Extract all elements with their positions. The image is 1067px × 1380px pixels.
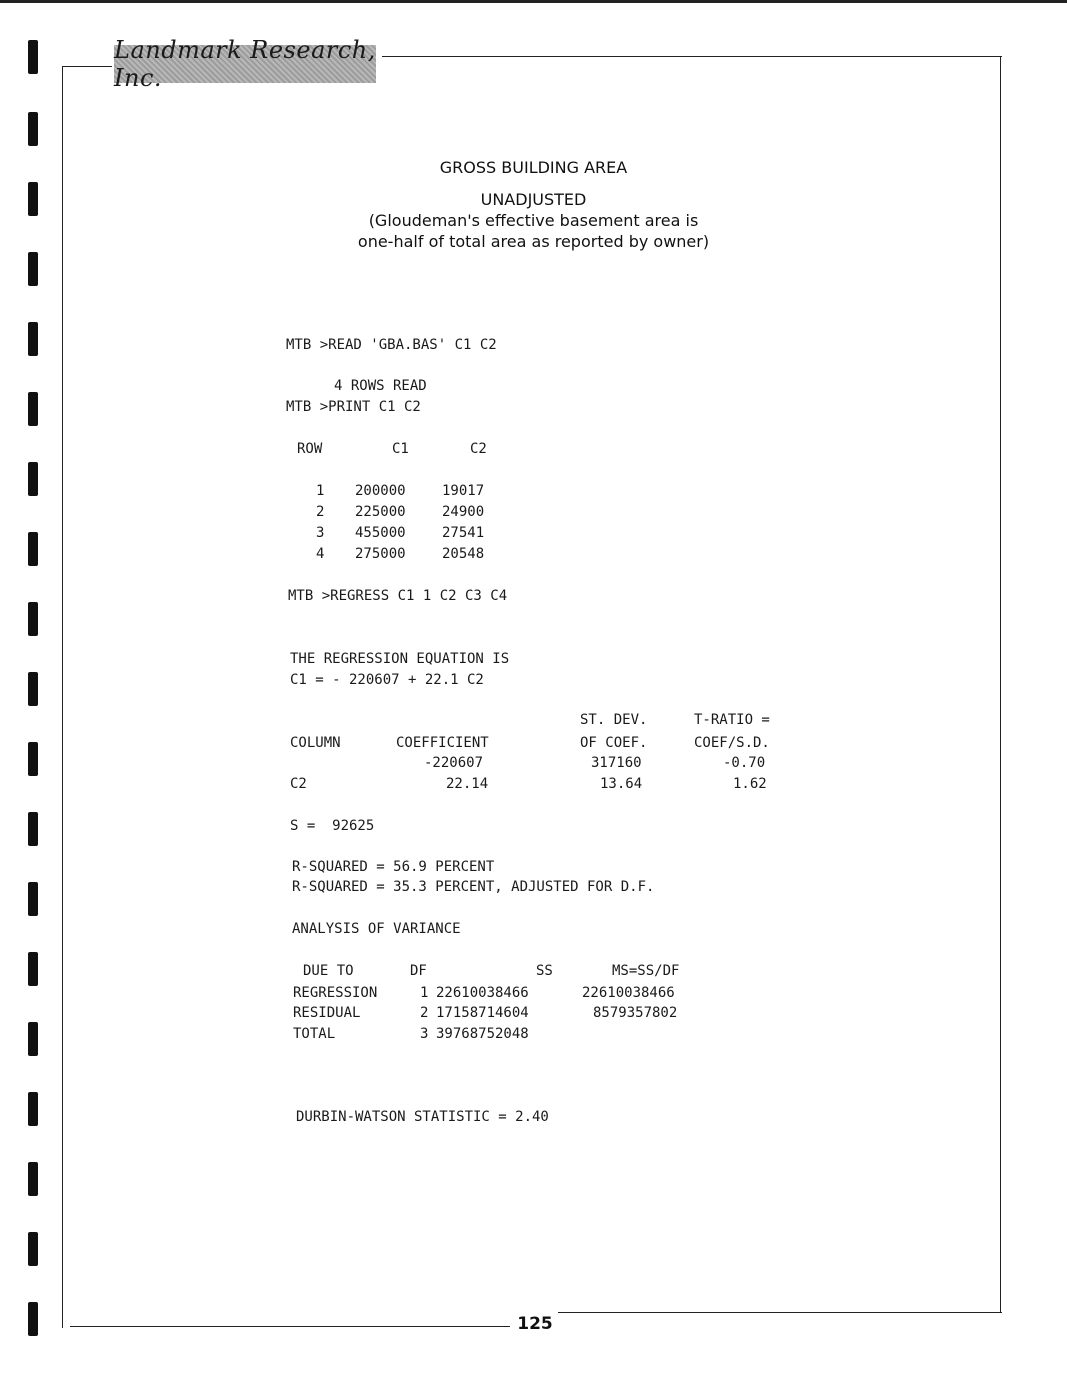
data-row-index: 3 xyxy=(316,525,325,541)
page-note-line1: (Gloudeman's effective basement area is xyxy=(368,211,699,230)
data-row-c2: 27541 xyxy=(442,525,485,541)
data-header-row: ROW xyxy=(297,441,323,457)
data-header-c2: C2 xyxy=(470,441,487,457)
anova-row-ss: 39768752048 xyxy=(436,1026,529,1042)
data-row-c1: 275000 xyxy=(355,546,406,562)
frame-border xyxy=(62,66,112,67)
coef-header-stdev: ST. DEV. xyxy=(580,712,648,728)
data-row-index: 1 xyxy=(316,483,325,499)
binding-hole xyxy=(28,812,38,846)
coef-row-stdev: 317160 xyxy=(591,755,642,771)
binding-hole xyxy=(28,1232,38,1266)
anova-row-source: RESIDUAL xyxy=(293,1005,361,1021)
coef-header-tratio-line2: COEF/S.D. xyxy=(694,735,770,751)
anova-row-ss: 17158714604 xyxy=(436,1005,529,1021)
coef-header-coefficient: COEFFICIENT xyxy=(396,735,489,751)
binding-hole xyxy=(28,322,38,356)
binding-hole xyxy=(28,1092,38,1126)
regression-equation: C1 = - 220607 + 22.1 C2 xyxy=(290,672,484,688)
anova-row-source: REGRESSION xyxy=(293,985,378,1001)
coef-header-stdev-line2: OF COEF. xyxy=(580,735,648,751)
logo-text: Landmark Research, Inc. xyxy=(114,36,376,92)
frame-border xyxy=(382,56,1002,57)
binding-hole xyxy=(28,952,38,986)
binding-hole xyxy=(28,1162,38,1196)
anova-header-due-to: DUE TO xyxy=(303,963,354,979)
r-squared-adjusted: R-SQUARED = 35.3 PERCENT, ADJUSTED FOR D.F. xyxy=(292,879,655,895)
binding-hole xyxy=(28,532,38,566)
binding-hole xyxy=(28,602,38,636)
coef-header-column: COLUMN xyxy=(290,735,341,751)
binding-hole xyxy=(28,252,38,286)
binding-hole xyxy=(28,742,38,776)
anova-row-ms: 8579357802 xyxy=(593,1005,678,1021)
anova-row-df: 3 xyxy=(420,1026,429,1042)
coef-row-coefficient: 22.14 xyxy=(446,776,489,792)
page-subtitle: UNADJUSTED xyxy=(480,190,587,209)
data-row-c2: 19017 xyxy=(442,483,485,499)
anova-row-df: 2 xyxy=(420,1005,429,1021)
rows-read-message: 4 ROWS READ xyxy=(334,378,427,394)
durbin-watson-statistic: DURBIN-WATSON STATISTIC = 2.40 xyxy=(296,1109,549,1125)
anova-row-source: TOTAL xyxy=(293,1026,336,1042)
data-header-c1: C1 xyxy=(392,441,409,457)
anova-row-ss: 22610038466 xyxy=(436,985,529,1001)
data-row-c1: 225000 xyxy=(355,504,406,520)
data-row-c1: 455000 xyxy=(355,525,406,541)
frame-border xyxy=(70,1326,510,1327)
data-row-index: 4 xyxy=(316,546,325,562)
frame-border xyxy=(62,66,63,1328)
anova-header-ss: SS xyxy=(536,963,553,979)
data-row-c2: 20548 xyxy=(442,546,485,562)
anova-header-df: DF xyxy=(410,963,427,979)
coef-row-tratio: -0.70 xyxy=(723,755,766,771)
frame-border xyxy=(558,1312,1002,1313)
scan-top-edge xyxy=(0,0,1067,3)
coef-row-stdev: 13.64 xyxy=(600,776,643,792)
anova-header-ms: MS=SS/DF xyxy=(612,963,680,979)
command-regress: MTB >REGRESS C1 1 C2 C3 C4 xyxy=(288,588,508,604)
command-read: MTB >READ 'GBA.BAS' C1 C2 xyxy=(286,337,497,353)
binding-hole xyxy=(28,1022,38,1056)
page-title: GROSS BUILDING AREA xyxy=(439,158,628,177)
binding-hole xyxy=(28,392,38,426)
binding-hole xyxy=(28,462,38,496)
regression-s-value: S = 92625 xyxy=(290,818,375,834)
data-row-c1: 200000 xyxy=(355,483,406,499)
anova-label: ANALYSIS OF VARIANCE xyxy=(292,921,461,937)
coef-row-coefficient: -220607 xyxy=(424,755,484,771)
regression-equation-label: THE REGRESSION EQUATION IS xyxy=(290,651,510,667)
company-logo xyxy=(114,36,376,92)
anova-row-df: 1 xyxy=(420,985,429,1001)
page-number: 125 xyxy=(517,1314,553,1334)
data-row-index: 2 xyxy=(316,504,325,520)
coef-row-column: C2 xyxy=(290,776,307,792)
binding-hole xyxy=(28,672,38,706)
anova-row-ms: 22610038466 xyxy=(582,985,675,1001)
binding-hole xyxy=(28,882,38,916)
page-note-line2: one-half of total area as reported by owner) xyxy=(357,232,710,251)
binding-hole xyxy=(28,112,38,146)
coef-header-tratio: T-RATIO = xyxy=(694,712,770,728)
binding-hole xyxy=(28,1302,38,1336)
binding-hole xyxy=(28,40,38,74)
coef-row-tratio: 1.62 xyxy=(733,776,767,792)
data-row-c2: 24900 xyxy=(442,504,485,520)
r-squared: R-SQUARED = 56.9 PERCENT xyxy=(292,859,495,875)
command-print: MTB >PRINT C1 C2 xyxy=(286,399,421,415)
